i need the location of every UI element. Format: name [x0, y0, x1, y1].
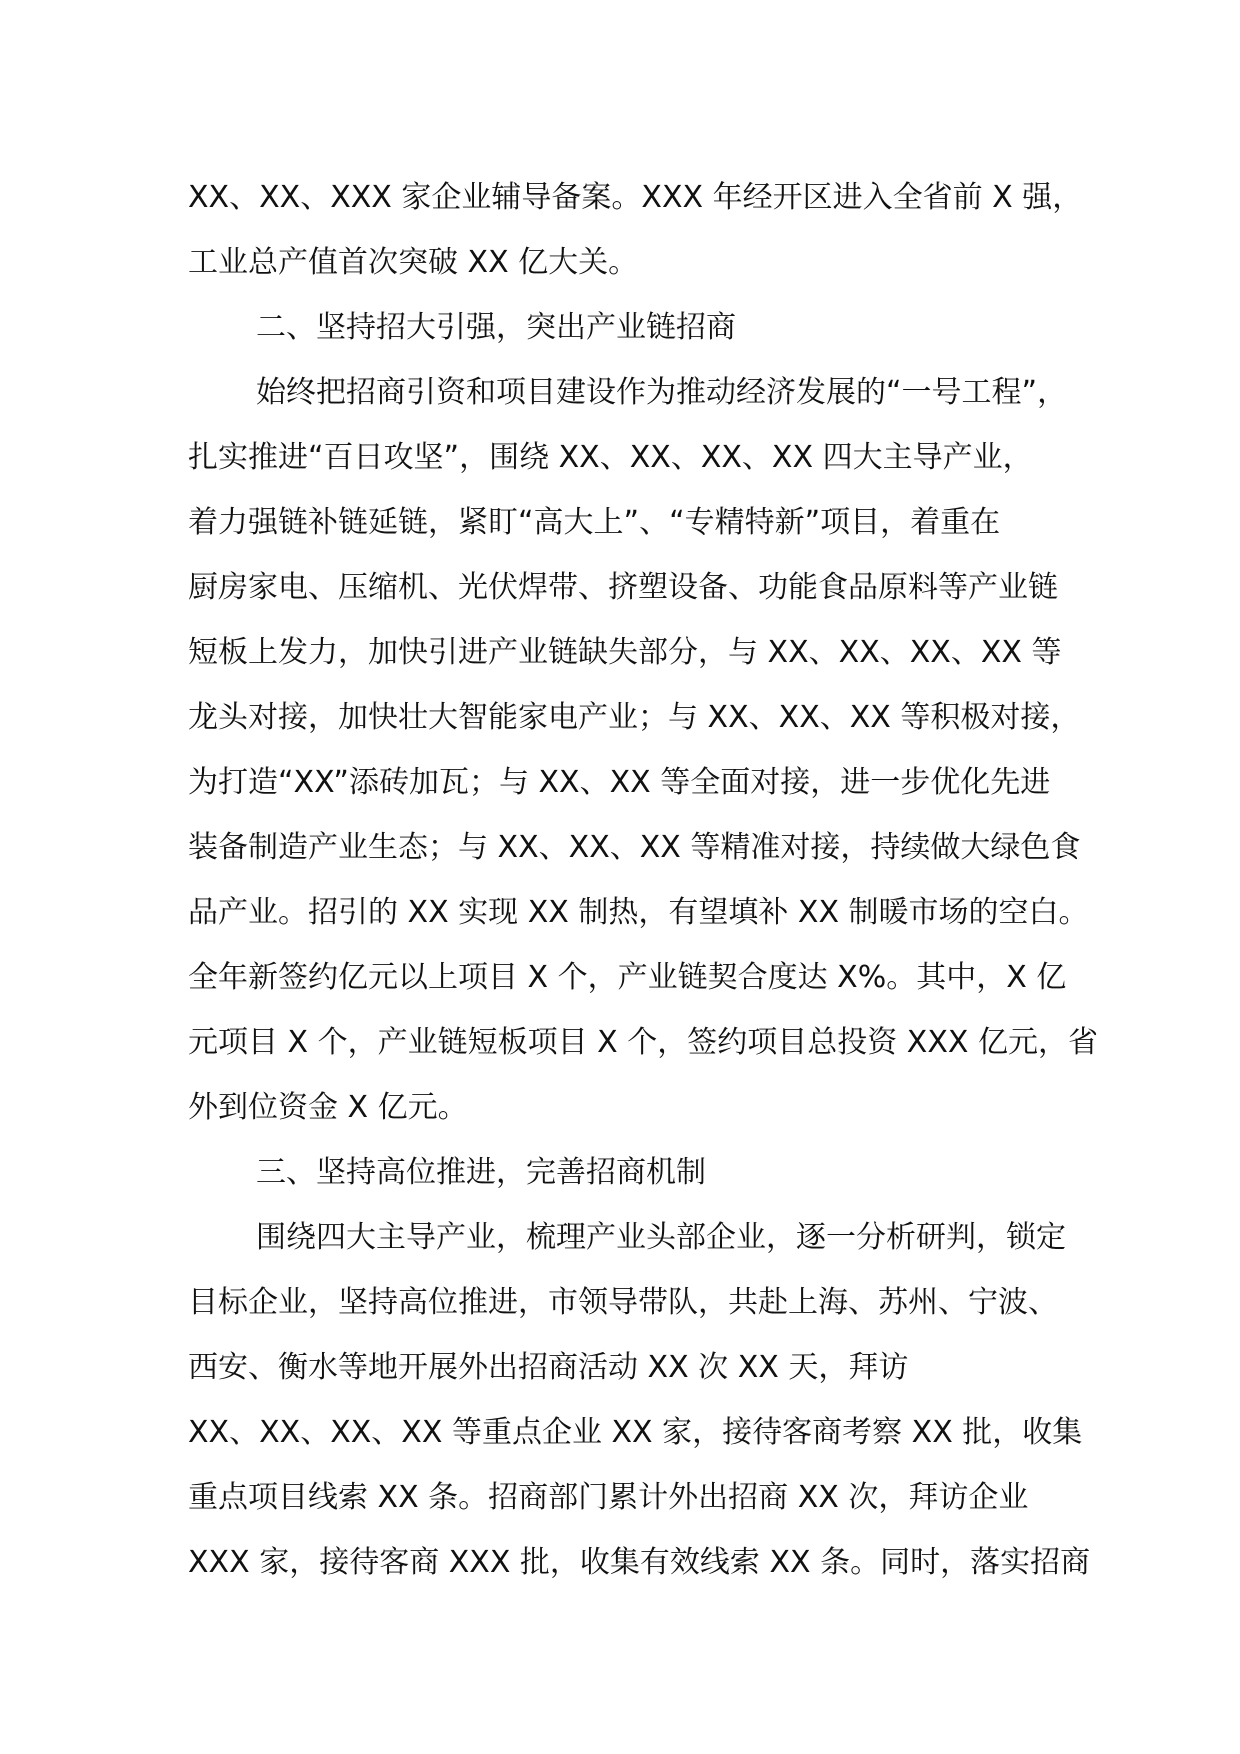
- text-line-13: 全年新签约亿元以上项目 X 个，产业链契合度达 X%。其中，X 亿: [188, 960, 1067, 995]
- text-line-9: 龙头对接，加快壮大智能家电产业；与 XX、XX、XX 等积极对接，: [188, 700, 1081, 735]
- text-line-21: 重点项目线索 XX 条。招商部门累计外出招商 XX 次，拜访企业: [188, 1480, 1029, 1515]
- section-heading-3: 三、坚持高位推进，完善招商机制: [256, 1155, 706, 1190]
- text-line-20: XX、XX、XX、XX 等重点企业 XX 家，接待客商考察 XX 批，收集: [188, 1415, 1083, 1450]
- text-line-12: 品产业。招引的 XX 实现 XX 制热，有望填补 XX 制暖市场的空白。: [188, 895, 1089, 930]
- document-body: [188, 165, 1098, 1595]
- text-line-8: 短板上发力，加快引进产业链缺失部分，与 XX、XX、XX、XX 等: [188, 635, 1062, 670]
- text-line-4: 始终把招商引资和项目建设作为推动经济发展的“一号工程”，: [256, 375, 1068, 410]
- text-line-11: 装备制造产业生态；与 XX、XX、XX 等精准对接，持续做大绿色食: [188, 830, 1081, 865]
- text-line-5: 扎实推进“百日攻坚”，围绕 XX、XX、XX、XX 四大主导产业，: [188, 440, 1033, 475]
- text-line-22: XXX 家，接待客商 XXX 批，收集有效线索 XX 条。同时，落实招商: [188, 1545, 1091, 1580]
- text-line-17: 围绕四大主导产业，梳理产业头部企业，逐一分析研判，锁定: [256, 1220, 1066, 1255]
- section-heading-2: 二、坚持招大引强，突出产业链招商: [256, 310, 736, 345]
- text-line-2: 工业总产值首次突破 XX 亿大关。: [188, 245, 639, 280]
- text-line-14: 元项目 X 个，产业链短板项目 X 个，签约项目总投资 XXX 亿元，省: [188, 1025, 1098, 1060]
- text-line-6: 着力强链补链延链，紧盯“高大上”、“专精特新”项目，着重在: [188, 505, 1001, 540]
- text-line-15: 外到位资金 X 亿元。: [188, 1090, 468, 1125]
- text-line-1: XX、XX、XXX 家企业辅导备案。XXX 年经开区进入全省前 X 强，: [188, 180, 1083, 215]
- text-line-18: 目标企业，坚持高位推进，市领导带队，共赴上海、苏州、宁波、: [188, 1285, 1058, 1320]
- text-line-19: 西安、衡水等地开展外出招商活动 XX 次 XX 天，拜访: [188, 1350, 909, 1385]
- text-line-7: 厨房家电、压缩机、光伏焊带、挤塑设备、功能食品原料等产业链: [188, 570, 1058, 605]
- text-line-10: 为打造“XX”添砖加瓦；与 XX、XX 等全面对接，进一步优化先进: [188, 765, 1051, 800]
